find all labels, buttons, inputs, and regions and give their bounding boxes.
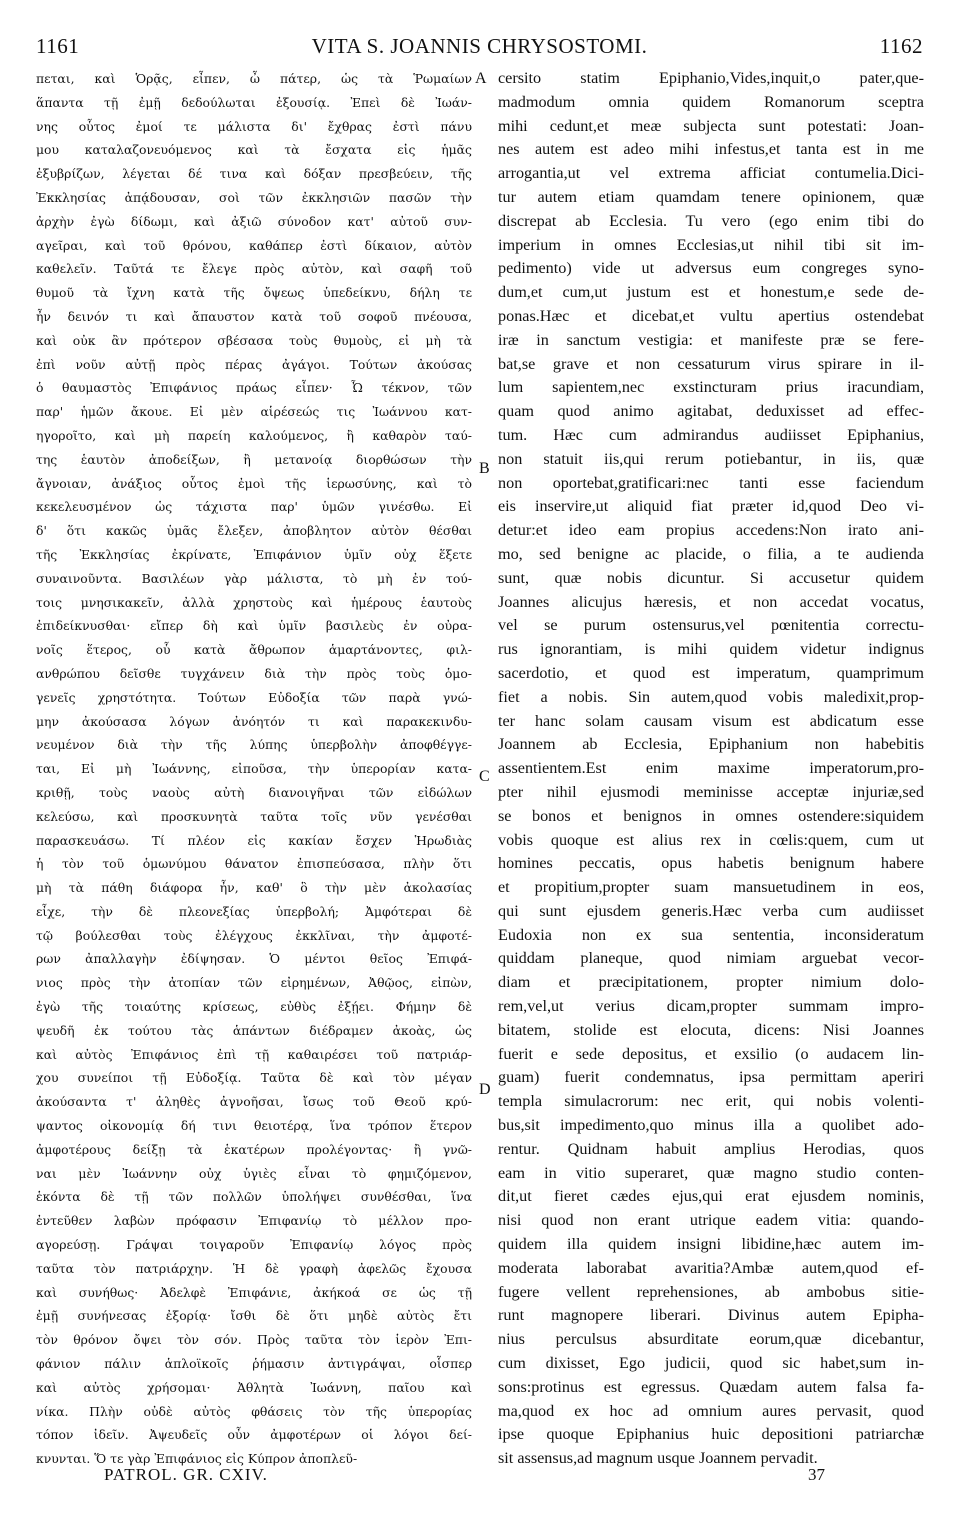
text-line: sit assensus,ad magnum usque Joannem pervadit. xyxy=(498,1449,818,1468)
text-line: ma,quod ex hoc ad omnium aures pervasit, quod xyxy=(498,1401,924,1420)
text-line: της ἑαυτὸν ἀποδείξων, ἢ μετανοίᾳ διορθώσων τὴν xyxy=(36,451,472,467)
text-line: homines peccatis, opus habetis benignum habere xyxy=(498,854,924,873)
text-line: sacerdotio, et quod est imperatum, quamprimum xyxy=(498,663,924,682)
text-line: ναι μὲν Ἰωάννην οὐχ ὑγιὲς εἶναι τὸ φημιζόμενον, xyxy=(36,1165,472,1181)
text-line: se bonos et benignos in omnes ostendere:siquidem xyxy=(498,806,924,825)
text-line: ἦν δεινόν τι καὶ ἄπαυστον κατὰ τοῦ σοφοῦ πνέουσα, xyxy=(36,308,472,324)
text-line: rus ignorantiam, is mihi quidem videtur indignus xyxy=(498,640,924,659)
text-line: καὶ οὐκ ἂν πρότερον σβέσασα τοὺς θυμοὺς, εἰ μὴ τὰ xyxy=(36,332,472,348)
margin-marker-d: D xyxy=(479,1081,491,1098)
text-line: κνυνται. Ὅ τε γὰρ Ἐπιφάνιος εἰς Κύπρον ἀποπλεῦ- xyxy=(36,1451,358,1467)
text-line: sunt, quæ nobis dicuntur. Si accusetur quidem xyxy=(498,568,924,587)
text-line: mihi cedunt,et meæ subjecta sunt potestati: Joan- xyxy=(498,116,924,135)
text-line: Ἐκκλησίας ἀπᾴδουσαν, σοὶ τῶν ἐκκλησιῶν πασῶν τὴν xyxy=(36,189,472,205)
text-line: eis inservire,ut aliquid fiat præter id,quod Deo vi- xyxy=(498,497,924,516)
text-line: κριθῇ, τοὺς ναοὺς αὐτὴ διανοιγῆναι τῶν εἰδώλων xyxy=(36,784,472,800)
text-line: ταῦτα τὸν πατριάρχην. Ἡ δὲ γραφὴ ἀφελῶς ἔχουσα xyxy=(36,1260,472,1276)
text-line: fiet a nobis. Sin autem,quod vobis maledixit,prop- xyxy=(498,687,924,706)
text-line: diam et præcipitationem, propter nimium dolo- xyxy=(498,973,924,992)
text-line: runt magnopere liberari. Divinus autem Epipha- xyxy=(498,1306,924,1325)
text-line: πεται, καὶ Ὁρᾷς, εἶπεν, ὦ πάτερ, ὡς τὰ Ῥωμαίων xyxy=(36,71,472,86)
text-line: παρασκευάσω. Τί πλέον εἰς κακίαν ἔσχεν Ἡρωδιὰς xyxy=(36,832,472,848)
text-line: ὁ θαυμαστὸς Ἐπιφάνιος πράως εἶπεν· Ὦ τέκνον, τῶν xyxy=(36,380,472,396)
text-line: cersito statim Epiphanio,Vides,inquit,o pater,que- xyxy=(498,69,924,87)
latin-text-column xyxy=(498,67,924,1471)
text-line: mo, sed benigne ac placide, o filia, a te audienda xyxy=(498,544,924,563)
text-line: Eudoxia non ex sua sententia, inconsideratum xyxy=(498,925,924,944)
text-line: νίκα. Πλὴν οὐδὲ αὐτὸς φθάσεις τὸν τῆς ὑπερορίας xyxy=(36,1403,472,1419)
text-line: arrogantia,ut vel extrema afficiat contumelia.Dici- xyxy=(498,164,924,183)
text-line: ψευδῆ ἐκ τούτου τὰς ἁπάντων διέδραμεν ἀκοὰς, ὡς xyxy=(36,1022,472,1038)
text-line: non oportebat,gratificari:nec tanti esse faciendum xyxy=(498,473,924,492)
text-line: iræ in sanctum vestigia: et manifeste præ se fere- xyxy=(498,330,924,349)
text-line: ἐγὼ τῆς τοιαύτης κρίσεως, εὐθὺς ἐξῄει. Φήμην δὲ xyxy=(36,999,472,1015)
text-line: τόπον ἰδεῖν. Ἀψευδεῖς οὖν ἀμφοτέρων οἱ λόγοι δεί- xyxy=(36,1427,472,1443)
text-line: ἡ τὸν τοῦ ὁμωνύμου θάνατον ἐπισπεύσασα, πλὴν ὅτι xyxy=(36,856,472,872)
text-line: ἄγνοιαν, ἀνάξιος οὗτος ἐμοὶ τῆς ἱερωσύνης, καὶ τὸ xyxy=(36,475,472,491)
text-line: sons:protinus est egressus. Quædam autem falsa fa- xyxy=(498,1377,924,1396)
text-line: τοις μνησικακεῖν, ἀλλὰ χρηστοὺς καὶ ἡμέρους ἑαυτοὺς xyxy=(36,594,472,610)
text-line: vobis quoque est alius rex in cœlis:quem, cum ut xyxy=(498,830,924,849)
text-line: dit,ut fieret cædes ejus,qui erat ejusdem nominis, xyxy=(498,1187,924,1206)
text-line: lum sapientem,nec exstincturam prius iracundiam, xyxy=(498,378,924,397)
text-line: assentientem.Est enim maxime imperatorum,pro- xyxy=(498,759,924,778)
text-line: quiddam planeque, quod nimiam arguebat vecor- xyxy=(498,949,924,968)
text-line: τὸν θρόνον ὄψει τὸν σόν. Πρὸς ταῦτα τὸν ἱερὸν Ἐπι- xyxy=(36,1332,472,1348)
text-line: quidem illa quidem insigni libidine,hæc autem im- xyxy=(498,1235,924,1254)
text-line: imperium in omnes Ecclesias,ut nihil tibi sit im- xyxy=(498,235,924,254)
text-line: nius perculsus absurditate eorum,quæ dicebantur, xyxy=(498,1330,924,1349)
text-line: rem,vel,ut verius dicam,propter summam impro- xyxy=(498,997,924,1016)
text-line: νιος πρὸς τὴν ἀτοπίαν τῶν εἰρημένων, Ἀθῷος, εἰπὼν, xyxy=(36,975,472,991)
text-line: παρ' ἡμῶν ἄκουε. Εἰ μὲν αἱρέσεώς τις Ἰωάννου κατ- xyxy=(36,404,472,420)
text-line: δ' ὅτι κακῶς ὑμᾶς ἔλεξεν, ἀποβλητον αὐτὸν θέσθαι xyxy=(36,523,472,539)
margin-marker-c: C xyxy=(479,768,490,785)
footer-sheet-number: 37 xyxy=(808,1465,825,1484)
text-line: εἶχε, τὴν δὲ πλεονεξίας ὑπερβολή; Ἀμφότεραι δὲ xyxy=(36,903,472,919)
text-line: ipse quoque Epiphanius huic depositioni patriarchæ xyxy=(498,1425,924,1444)
margin-marker-a: A xyxy=(475,70,487,87)
text-line: ται, Εἰ μὴ Ἰωάννης, εἰποῦσα, τὴν ὑπερορίαν κατα- xyxy=(36,761,472,777)
text-line: madmodum omnia quidem Romanorum sceptra xyxy=(498,92,924,111)
text-line: bat,se grave et non cessaturum virus spirare in il- xyxy=(498,354,924,373)
running-title: VITA S. JOANNIS CHRYSOSTOMI. xyxy=(311,34,648,58)
text-line: ἅπαντα τῇ ἐμῇ δεδούλωται ἐξουσίᾳ. Ἐπεὶ δὲ Ἰωάν- xyxy=(36,94,472,110)
text-line: non statuit iis,qui rerum potiebantur, in iis, quæ xyxy=(498,449,924,468)
text-line: ἐξυβρίζων, λέγεται δέ τινα καὶ δόξαν πρεσβεύειν, τῆς xyxy=(36,166,472,182)
text-line: καὶ αὐτὸς Ἐπιφάνιος ἐπὶ τῇ καθαιρέσει τοῦ πατριάρ- xyxy=(36,1046,472,1062)
text-line: ter hanc solam causam visum est abdicatum esse xyxy=(498,711,924,730)
text-line: μην ἀκούσασα λόγων ἀνόητόν τι καὶ παρακεκινδυ- xyxy=(36,713,472,729)
text-line: ἑκόντα δὲ τῇ τῶν πολλῶν ὑπολήψει συνθέσθαι, ἵνα xyxy=(36,1189,472,1205)
text-line: κεκελευσμένον ὡς τάχιστα παρ' ὑμῶν γινέσθω. Εἰ xyxy=(36,499,472,515)
text-line: pter nihil ejusmodi meminisse acceptæ injuriæ,sed xyxy=(498,782,924,801)
text-line: καὶ αὐτὸς χρήσομαι· Ἀθλητὰ Ἰωάννη, παῖου καὶ xyxy=(36,1379,472,1395)
text-line: αγορεύσῃ. Γράψαι τοιγαροῦν Ἐπιφανίῳ λόγος πρὸς xyxy=(36,1237,472,1253)
text-line: τῷ βούλεσθαι τοὺς ἐλέγχους ἐκκλῖναι, τὴν ἀμφοτέ- xyxy=(36,927,472,943)
text-line: qui sunt ejusdem generis.Hæc verba cum audiisset xyxy=(498,901,924,920)
text-line: cum dixisset, Ego judicii, quod sic habet,sum in- xyxy=(498,1354,924,1373)
text-line: ἐπὶ νοῦν αὐτῇ πρὸς πέρας ἀγάγοι. Τούτων ἀκούσας xyxy=(36,356,472,372)
text-line: bitatem, stolide est elocuta, dicens: Nisi Joannes xyxy=(498,1020,924,1039)
text-line: συναινοῦντα. Βασιλέων γὰρ μάλιστα, τὸ μὴ ἐν τού- xyxy=(36,570,472,586)
text-line: ανθρώπου δεῖσθε τυγχάνειν διὰ τὴν πρὸς τοὺς ὁμο- xyxy=(36,665,472,681)
text-line: χου συνείποι τῇ Εὐδοξίᾳ. Ταῦτα δὲ καὶ τὸν μέγαν xyxy=(36,1070,472,1086)
margin-marker-b: B xyxy=(479,460,490,477)
footer-series-label: PATROL. GR. CXIV. xyxy=(104,1465,268,1484)
greek-text-column xyxy=(36,67,472,1471)
text-line: tum. Hæc cum admirandus audiisset Epiphanius, xyxy=(498,425,924,444)
text-line: moderata laborabat avaritia?Ambæ autem,quod ef- xyxy=(498,1258,924,1277)
text-line: ἀρχὴν ἐγὼ δίδωμι, καὶ ἀξιῶ σύνοδον κατ' αὐτοῦ συν- xyxy=(36,213,472,229)
text-line: quam quod animo agitabat, deduxisset ad effec- xyxy=(498,402,924,421)
text-line: νης οὗτος ἐμοί τε μάλιστα δι' ἔχθρας ἐστὶ πάνυ xyxy=(36,118,472,134)
text-line: τῆς Ἐκκλησίας ἐκρίνατε, Ἐπιφάνιον ὑμῖν οὐχ ἕξετε xyxy=(36,546,472,562)
text-line: pedimento) vide ut adversus eum congreges syno- xyxy=(498,259,924,278)
text-line: rentur. Quidnam habuit amplius Herodias, quos xyxy=(498,1139,924,1158)
page-number-left: 1161 xyxy=(36,34,80,58)
text-line: bus,sit impedimento,quo minus illa a quolibet ado- xyxy=(498,1116,924,1135)
text-line: ἐπιδείκνυσθαι· εἴπερ δὴ καὶ ὑμῖν βασιλεὺς ἐν οὐρα- xyxy=(36,618,472,634)
text-line: discrepat ab Ecclesia. Tu vero (ego enim tibi do xyxy=(498,211,924,230)
text-line: dum,et cum,ut justum est et honestum,e sede de- xyxy=(498,283,924,302)
text-line: ἐμῇ συνήνεσας ἐξορίᾳ· ἴσθι δὲ ὅτι μηδὲ αὐτὸς ἔτι xyxy=(36,1308,472,1324)
text-line: fuerit e sede depositus, et exsilio (o audacem lin- xyxy=(498,1044,924,1063)
text-line: θυμοῦ τὰ ἴχνη κατὰ τῆς ὄψεως ὑπεδείκνυ, δήλη τε xyxy=(36,285,472,301)
text-line: et propitium,propter suam mansuetudinem in eos, xyxy=(498,878,924,897)
text-line: guam) fuerit condemnatus, ipsa permittam aperiri xyxy=(498,1068,924,1087)
text-line: ἀκούσαντα τ' ἀληθὲς ἀγνοῆσαι, ἴσως τοῦ Θεοῦ κρύ- xyxy=(36,1094,472,1110)
text-line: eam in vitio superaret, quæ magno studio conten- xyxy=(498,1163,924,1182)
text-line: αγεῖραι, καὶ τοῦ θρόνου, καθάπερ ἐστὶ δίκαιον, αὐτὸν xyxy=(36,237,472,253)
page-number-right: 1162 xyxy=(879,34,923,58)
text-line: ἐντεῦθεν λαβὼν πρόφασιν Ἐπιφανίῳ τὸ μέλλον προ- xyxy=(36,1213,472,1229)
text-line: nes autem est adeo mihi infestus,et tanta est in me xyxy=(498,140,924,159)
text-line: ηγοροῖτο, καὶ μὴ παρείη καλούμενος, ἢ καθαρὸν ταύ- xyxy=(36,427,472,443)
text-line: ponas.Hæc et dicebat,et vultu apertius ostendebat xyxy=(498,306,924,325)
text-line: γενεῖς χρηστότητα. Τούτων Εὐδοξία τῶν παρὰ γνώ- xyxy=(36,689,472,705)
text-line: μὴ τὰ πάθη διάφορα ἦν, καθ' ὃ τὴν μὲν ἀκολασίας xyxy=(36,880,472,896)
text-line: ἀμφοτέρους δείξῃ τὰ ἑκατέρων προλέγοντας· ἢ γνῶ- xyxy=(36,1141,472,1157)
text-line: νοῖς ἕτερος, οὗ κατὰ ἄθρωπον ἁμαρτάνοντες, φιλ- xyxy=(36,642,472,658)
text-line: ρων ἀπαλλαγὴν ἐδίψησαν. Ὁ μέντοι θεῖος Ἐπιφά- xyxy=(36,951,472,967)
text-line: nisi quod non erant utrique eadem vitia: quando- xyxy=(498,1211,924,1230)
text-line: φάνιον πάλιν ἁπλοϊκοῖς ῥήμασιν ἀντιγράψαι, οἷσπερ xyxy=(36,1356,472,1372)
text-line: Joannes alicujus hæresis, et non accedat vocatus, xyxy=(498,592,924,611)
text-line: fugere vellent reprehensiones, ab ambobus sitie- xyxy=(498,1282,924,1301)
text-line: κελεύσω, καὶ προσκυνητὰ ταῦτα τοῖς νῦν γενέσθαι xyxy=(36,808,472,824)
text-line: tur autem etiam quamdam tenere opinionem, quæ xyxy=(498,187,924,206)
text-line: templa simulacrorum: nec erit, qui nobis volenti- xyxy=(498,1092,924,1111)
page-header xyxy=(36,34,923,60)
text-line: νευμένον διὰ τὴν τῆς λύπης ὑπερβολὴν ἀποφθέγγε- xyxy=(36,737,472,753)
text-line: vel se purum ostensurus,vel pœnitentia correctu- xyxy=(498,616,924,635)
text-line: καθελεῖν. Ταῦτά τε ἔλεγε πρὸς αὐτὸν, καὶ σαφῆ τοῦ xyxy=(36,261,472,277)
text-line: μου καταλαζονευόμενος καὶ τὰ ἔσχατα εἰς ἡμᾶς xyxy=(36,142,472,158)
text-line: ψαντος οἰκονομίᾳ δή τινι θειοτέρᾳ, ἵνα τρόπον ἕτερον xyxy=(36,1118,472,1134)
text-line: καὶ συνήθως· Ἀδελφὲ Ἐπιφάνιε, ἀκήκοά σε ὡς τῇ xyxy=(36,1284,472,1300)
text-line: detur:et ideo eam propius accedens:Non irato ani- xyxy=(498,521,924,540)
text-line: Joannem ab Ecclesia, Epiphanium non habebitis xyxy=(498,735,924,754)
